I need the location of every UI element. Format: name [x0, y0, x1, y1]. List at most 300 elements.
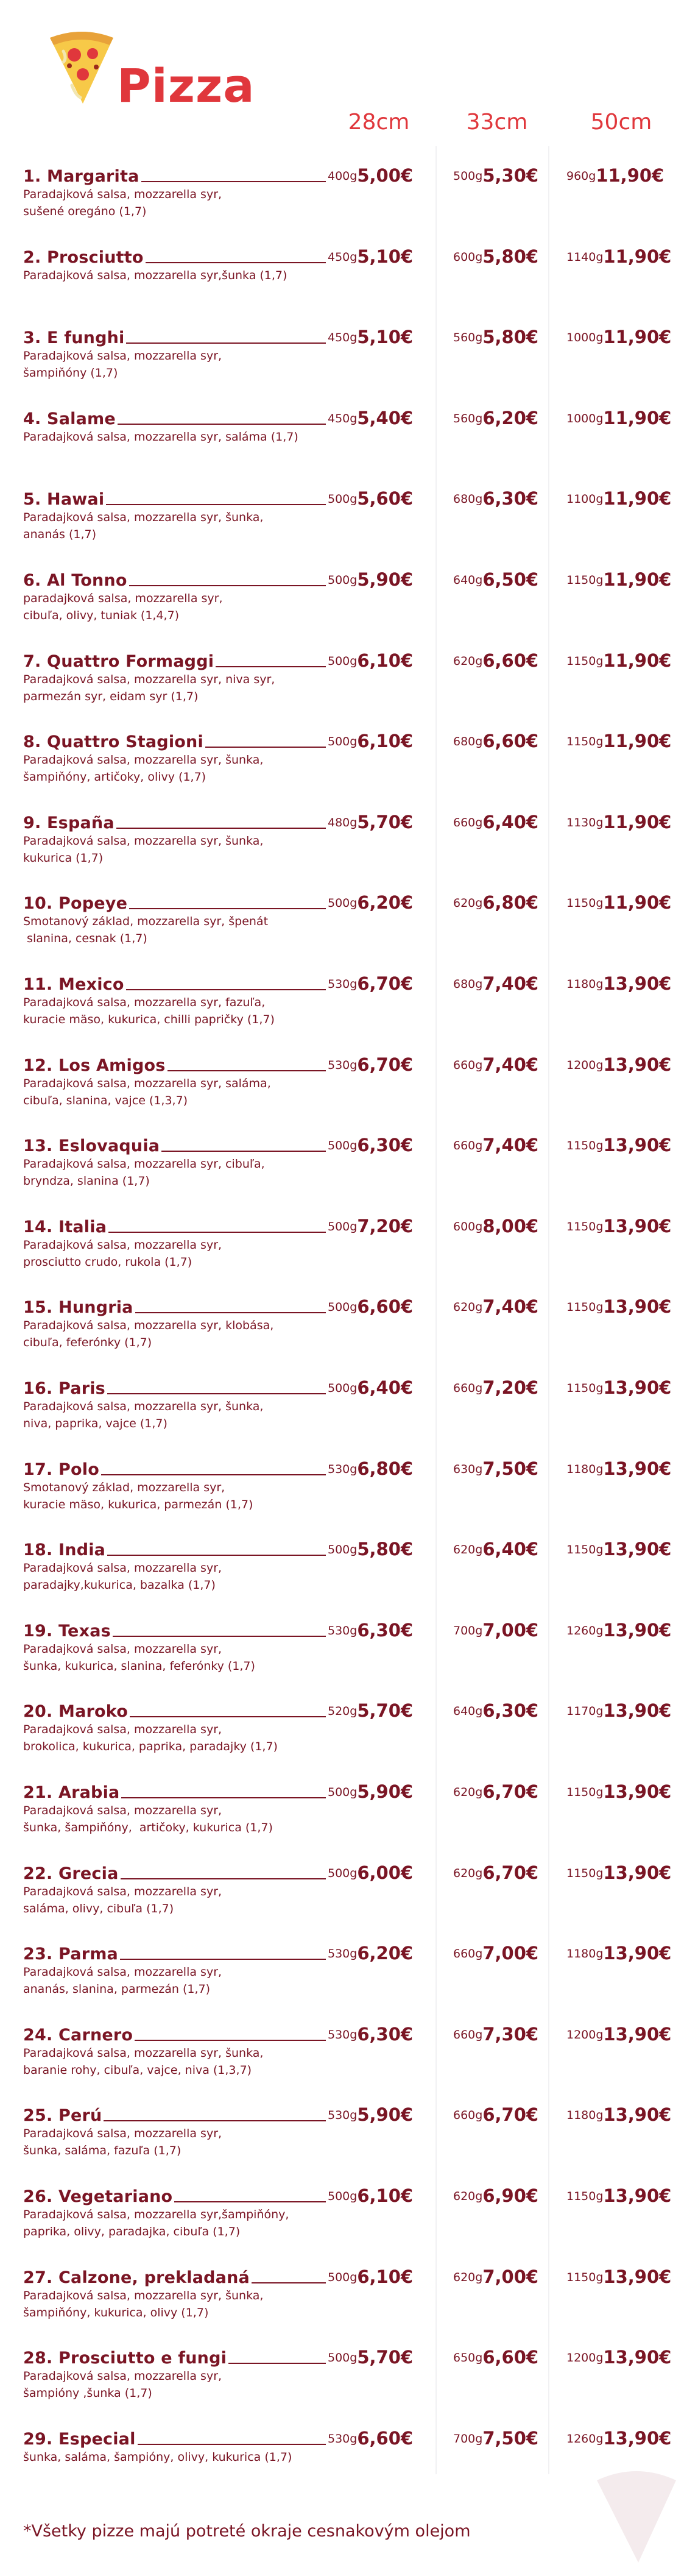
item-weight: 480g	[328, 816, 358, 829]
item-name-row	[23, 243, 326, 267]
item-leader-line	[126, 989, 326, 990]
item-description	[23, 509, 316, 543]
item-description-line: Paradajková salsa, mozzarella syr, šunka,	[23, 753, 264, 767]
item-price: 13,90€	[603, 2104, 672, 2125]
item-price: 13,90€	[603, 1862, 672, 1883]
item-name-row	[23, 566, 326, 590]
item-price: 5,90€	[357, 1781, 414, 1802]
item-weight: 500g	[453, 169, 483, 183]
menu-item	[23, 727, 687, 800]
price-50cm	[566, 161, 664, 186]
item-price: 5,10€	[357, 327, 414, 347]
item-description-line: cibuľa, olivy, tuniak (1,4,7)	[23, 609, 180, 622]
menu-item	[23, 2101, 687, 2174]
item-description-line: Paradajková salsa, mozzarella syr,šunka (1,7)	[23, 269, 287, 282]
item-price: 6,30€	[482, 1700, 539, 1721]
item-weight: 530g	[328, 1059, 358, 1072]
item-description-line: Paradajková salsa, mozzarella syr, šunka,	[23, 1400, 264, 1413]
item-price: 7,00€	[482, 2266, 539, 2287]
price-50cm	[566, 889, 671, 913]
price-33cm	[453, 2263, 538, 2287]
item-leader-line	[120, 1959, 326, 1960]
menu-item	[23, 2263, 687, 2336]
item-price: 11,90€	[603, 327, 672, 347]
item-weight: 660g	[453, 1139, 483, 1152]
item-weight: 1100g	[566, 492, 604, 506]
item-price: 6,10€	[357, 731, 414, 751]
item-price: 7,00€	[482, 1943, 539, 1964]
item-description	[23, 1721, 316, 1755]
item-weight: 500g	[328, 1786, 358, 1799]
item-price: 13,90€	[603, 1458, 672, 1479]
item-description-line: Paradajková salsa, mozzarella syr,	[23, 1885, 222, 1898]
item-price: 6,50€	[482, 569, 539, 590]
item-description-line: paradajková salsa, mozzarella syr,	[23, 592, 223, 605]
item-weight: 450g	[328, 331, 358, 344]
item-price: 6,80€	[482, 892, 539, 913]
item-weight: 620g	[453, 655, 483, 668]
price-28cm	[328, 1616, 413, 1641]
price-33cm	[453, 161, 538, 186]
price-50cm	[566, 2343, 671, 2368]
item-weight: 620g	[453, 1867, 483, 1880]
item-price: 6,10€	[357, 2266, 414, 2287]
item-price: 6,00€	[357, 1862, 414, 1883]
price-50cm	[566, 808, 671, 832]
item-price: 7,20€	[357, 1216, 414, 1237]
price-50cm	[566, 323, 671, 347]
item-name: 20. Maroko	[23, 1702, 128, 1721]
item-weight: 530g	[328, 1624, 358, 1637]
item-description-line: prosciutto crudo, rukola (1,7)	[23, 1255, 192, 1269]
item-price: 5,60€	[357, 488, 414, 509]
item-description	[23, 2368, 316, 2402]
price-33cm	[453, 404, 538, 428]
item-price: 6,70€	[357, 973, 414, 994]
item-name: 17. Polo	[23, 1460, 99, 1479]
item-description	[23, 1883, 316, 1917]
item-description	[23, 2287, 316, 2321]
item-description-line: Paradajková salsa, mozzarella syr,	[23, 2369, 222, 2383]
price-28cm	[328, 1535, 413, 1559]
price-50cm	[566, 1939, 671, 1964]
item-weight: 620g	[453, 1543, 483, 1556]
item-weight: 500g	[328, 1220, 358, 1233]
item-price: 6,40€	[482, 1539, 539, 1559]
price-50cm	[566, 243, 671, 267]
item-name: 7. Quattro Formaggi	[23, 652, 214, 671]
price-33cm	[453, 2424, 538, 2449]
item-price: 7,40€	[482, 1135, 539, 1155]
item-price: 13,90€	[603, 1943, 672, 1964]
item-leader-line	[135, 1312, 326, 1313]
item-price: 6,60€	[482, 731, 539, 751]
item-description-line: baranie rohy, cibuľa, vajce, niva (1,3,7)	[23, 2063, 252, 2077]
item-leader-line	[121, 1878, 326, 1879]
item-description-line: Paradajková salsa, mozzarella syr,	[23, 2127, 222, 2140]
item-weight: 1150g	[566, 2271, 604, 2284]
price-33cm	[453, 1778, 538, 1802]
item-description-line: Paradajková salsa, mozzarella syr, šunka,	[23, 2046, 264, 2060]
item-description	[23, 347, 316, 381]
item-price: 5,90€	[357, 569, 414, 590]
price-33cm	[453, 1697, 538, 1721]
price-50cm	[566, 1293, 671, 1317]
item-weight: 1150g	[566, 896, 604, 910]
item-price: 6,30€	[357, 1620, 414, 1641]
item-weight: 1200g	[566, 2028, 604, 2042]
item-price: 13,90€	[603, 2347, 672, 2368]
item-description-line: Paradajková salsa, mozzarella syr, niva syr,	[23, 673, 275, 686]
price-33cm	[453, 1939, 538, 1964]
item-price: 8,00€	[482, 1216, 539, 1237]
menu-item	[23, 1859, 687, 1932]
item-name-row	[23, 2343, 326, 2368]
item-price: 5,70€	[357, 2347, 414, 2368]
price-28cm	[328, 2101, 413, 2125]
item-name-row	[23, 970, 326, 994]
item-price: 6,20€	[357, 1943, 414, 1964]
item-description-line: Paradajková salsa, mozzarella syr,	[23, 349, 222, 363]
item-description	[23, 1802, 316, 1836]
item-price: 13,90€	[603, 1620, 672, 1641]
item-leader-line	[135, 2040, 326, 2041]
price-50cm	[566, 566, 671, 590]
item-description-line: kuracie mäso, kukurica, parmezán (1,7)	[23, 1498, 253, 1511]
price-50cm	[566, 2424, 671, 2449]
item-weight: 1200g	[566, 1059, 604, 1072]
item-weight: 1150g	[566, 1382, 604, 1395]
item-weight: 530g	[328, 978, 358, 991]
item-weight: 500g	[328, 1867, 358, 1880]
item-weight: 1130g	[566, 816, 604, 829]
item-description-line: sušené oregáno (1,7)	[23, 205, 147, 218]
item-weight: 1150g	[566, 1220, 604, 1233]
item-leader-line	[107, 1555, 326, 1556]
item-name: 26. Vegetariano	[23, 2187, 173, 2206]
item-description-line: parmezán syr, eidam syr (1,7)	[23, 690, 199, 703]
item-price: 7,20€	[482, 1377, 539, 1398]
item-description-line: šunka, saláma, fazuľa (1,7)	[23, 2144, 182, 2157]
price-33cm	[453, 727, 538, 751]
menu-item	[23, 1939, 687, 2012]
item-name: 28. Prosciutto e fungi	[23, 2349, 227, 2368]
item-name-row	[23, 1455, 326, 1479]
item-name: 12. Los Amigos	[23, 1056, 166, 1075]
item-name-row	[23, 1939, 326, 1964]
item-price: 13,90€	[603, 1054, 672, 1075]
item-description-line: ananás, slanina, parmezán (1,7)	[23, 1982, 211, 1996]
item-price: 6,60€	[357, 1296, 414, 1317]
price-28cm	[328, 1212, 413, 1237]
item-leader-line	[113, 1636, 326, 1637]
item-weight: 500g	[328, 1543, 358, 1556]
item-price: 13,90€	[603, 2024, 672, 2045]
item-name: 9. España	[23, 814, 115, 832]
item-weight: 1150g	[566, 573, 604, 587]
price-33cm	[453, 2020, 538, 2045]
item-weight: 1000g	[566, 412, 604, 425]
item-name: 2. Prosciutto	[23, 248, 144, 267]
item-description-line: Paradajková salsa, mozzarella syr, šunka,	[23, 511, 264, 524]
price-28cm	[328, 404, 413, 428]
item-price: 11,90€	[603, 812, 672, 832]
item-description	[23, 2449, 316, 2466]
menu-item	[23, 1778, 687, 1851]
item-price: 6,60€	[357, 2428, 414, 2449]
item-price: 6,90€	[482, 2185, 539, 2206]
item-weight: 530g	[328, 2432, 358, 2446]
item-description-line: Paradajková salsa, mozzarella syr,	[23, 1642, 222, 1656]
item-description	[23, 2125, 316, 2159]
item-description-line: kukurica (1,7)	[23, 851, 104, 865]
item-name-row	[23, 1212, 326, 1237]
item-description-line: Paradajková salsa, mozzarella syr,	[23, 188, 222, 201]
item-weight: 960g	[566, 169, 596, 183]
item-weight: 1150g	[566, 1786, 604, 1799]
price-33cm	[453, 1859, 538, 1883]
menu-item	[23, 889, 687, 962]
item-price: 7,50€	[482, 2428, 539, 2449]
item-price: 6,70€	[482, 2104, 539, 2125]
item-weight: 500g	[328, 1139, 358, 1152]
item-weight: 1200g	[566, 2351, 604, 2365]
item-price: 7,50€	[482, 1458, 539, 1479]
item-price: 13,90€	[603, 1296, 672, 1317]
item-weight: 500g	[328, 573, 358, 587]
item-name: 23. Parma	[23, 1945, 118, 1964]
size-header-33cm: 33cm	[466, 110, 528, 135]
item-description-line: šampiňóny, artičoky, olivy (1,7)	[23, 770, 206, 784]
item-price: 6,60€	[482, 650, 539, 671]
menu-item	[23, 647, 687, 720]
item-price: 6,10€	[357, 650, 414, 671]
item-name: 27. Calzone, prekladaná	[23, 2268, 250, 2287]
item-name: 25. Perú	[23, 2106, 102, 2125]
price-33cm	[453, 970, 538, 994]
item-leader-line	[118, 424, 326, 425]
price-28cm	[328, 1374, 413, 1398]
item-price: 13,90€	[603, 1700, 672, 1721]
item-price: 7,30€	[482, 2024, 539, 2045]
item-name: 15. Hungria	[23, 1298, 133, 1317]
item-price: 6,10€	[357, 2185, 414, 2206]
item-description-line: Paradajková salsa, mozzarella syr, saláma,	[23, 1077, 271, 1090]
menu-item	[23, 1697, 687, 1770]
item-leader-line	[130, 1716, 326, 1717]
item-weight: 520g	[328, 1705, 358, 1718]
item-leader-line	[174, 2201, 326, 2202]
item-name-row	[23, 808, 326, 832]
item-weight: 1150g	[566, 735, 604, 748]
item-weight: 1150g	[566, 1867, 604, 1880]
item-description-line: Smotanový základ, mozzarella syr,	[23, 1481, 225, 1494]
price-50cm	[566, 1212, 671, 1237]
menu-item	[23, 2343, 687, 2416]
item-leader-line	[106, 504, 326, 505]
item-description-line: saláma, olivy, cibuľa (1,7)	[23, 1902, 174, 1915]
price-28cm	[328, 1778, 413, 1802]
item-weight: 1180g	[566, 978, 604, 991]
menu-item	[23, 404, 687, 477]
item-description	[23, 1964, 316, 1998]
price-33cm	[453, 566, 538, 590]
price-28cm	[328, 2343, 413, 2368]
item-name: 5. Hawai	[23, 490, 105, 509]
item-price: 5,70€	[357, 1700, 414, 1721]
item-price: 5,70€	[357, 812, 414, 832]
item-weight: 620g	[453, 1300, 483, 1314]
menu-item	[23, 566, 687, 639]
item-description	[23, 671, 316, 705]
price-28cm	[328, 2020, 413, 2045]
item-description-line: šunka, kukurica, slanina, feferónky (1,7)	[23, 1659, 255, 1673]
price-28cm	[328, 727, 413, 751]
item-description-line: Paradajková salsa, mozzarella syr,	[23, 1965, 222, 1979]
item-weight: 1180g	[566, 1463, 604, 1476]
menu-header	[45, 27, 277, 113]
item-name-row	[23, 404, 326, 428]
item-price: 6,20€	[482, 408, 539, 428]
item-weight: 660g	[453, 1059, 483, 1072]
size-header-50cm: 50cm	[590, 110, 652, 135]
item-description-line: Paradajková salsa, mozzarella syr,šampiňóny,	[23, 2208, 289, 2221]
item-weight: 500g	[328, 2351, 358, 2365]
price-28cm	[328, 2424, 413, 2449]
price-28cm	[328, 566, 413, 590]
price-33cm	[453, 323, 538, 347]
item-description	[23, 994, 316, 1028]
item-leader-line	[116, 828, 326, 829]
price-50cm	[566, 1374, 671, 1398]
menu-item	[23, 1131, 687, 1204]
price-50cm	[566, 647, 671, 671]
item-weight: 530g	[328, 2109, 358, 2122]
item-description-line: bryndza, slanina (1,7)	[23, 1174, 150, 1188]
item-price: 11,90€	[603, 488, 672, 509]
item-price: 13,90€	[603, 2185, 672, 2206]
item-weight: 1260g	[566, 2432, 604, 2446]
price-50cm	[566, 1455, 671, 1479]
item-price: 7,40€	[482, 1054, 539, 1075]
item-weight: 660g	[453, 1382, 483, 1395]
item-price: 6,70€	[482, 1781, 539, 1802]
price-50cm	[566, 2101, 671, 2125]
item-leader-line	[228, 2363, 326, 2364]
item-weight: 700g	[453, 2432, 483, 2446]
item-name: 8. Quattro Stagioni	[23, 733, 203, 751]
item-name: 11. Mexico	[23, 975, 124, 994]
item-weight: 530g	[328, 2028, 358, 2042]
item-price: 5,10€	[357, 246, 414, 267]
item-description-line: ananás (1,7)	[23, 528, 96, 541]
price-33cm	[453, 1535, 538, 1559]
item-description-line: Paradajková salsa, mozzarella syr,	[23, 1238, 222, 1252]
item-name-row	[23, 1293, 326, 1317]
item-weight: 1260g	[566, 1624, 604, 1637]
price-33cm	[453, 1293, 538, 1317]
price-33cm	[453, 1051, 538, 1075]
item-description	[23, 2045, 316, 2079]
menu-item	[23, 1293, 687, 1366]
item-name: 6. Al Tonno	[23, 571, 127, 590]
item-leader-line	[146, 262, 326, 263]
item-price: 13,90€	[603, 1539, 672, 1559]
price-28cm	[328, 161, 413, 186]
item-price: 6,30€	[482, 488, 539, 509]
item-price: 5,80€	[357, 1539, 414, 1559]
price-33cm	[453, 1131, 538, 1155]
item-description-line: Paradajková salsa, mozzarella syr, šunka,	[23, 834, 264, 848]
item-name-row	[23, 1131, 326, 1155]
item-weight: 1150g	[566, 1543, 604, 1556]
item-weight: 1000g	[566, 331, 604, 344]
item-description-line: Paradajková salsa, mozzarella syr, fazuľa,	[23, 996, 266, 1009]
item-weight: 560g	[453, 412, 483, 425]
item-description-line: slanina, cesnak (1,7)	[23, 932, 147, 945]
item-weight: 660g	[453, 2109, 483, 2122]
item-price: 11,90€	[603, 892, 672, 913]
item-leader-line	[167, 1070, 326, 1071]
price-33cm	[453, 2101, 538, 2125]
price-33cm	[453, 243, 538, 267]
menu-item	[23, 1455, 687, 1528]
item-weight: 680g	[453, 492, 483, 506]
item-leader-line	[101, 1474, 326, 1475]
item-name: 4. Salame	[23, 410, 116, 428]
footnote: *Všetky pizze majú potreté okraje cesnakovým olejom	[23, 2522, 471, 2541]
item-weight: 1150g	[566, 655, 604, 668]
item-name: 16. Paris	[23, 1379, 105, 1398]
price-28cm	[328, 1859, 413, 1883]
price-28cm	[328, 484, 413, 509]
price-50cm	[566, 727, 671, 751]
item-name: 10. Popeye	[23, 894, 128, 913]
item-name-row	[23, 2101, 326, 2125]
item-description	[23, 1075, 316, 1109]
item-weight: 500g	[328, 655, 358, 668]
price-50cm	[566, 1535, 671, 1559]
price-50cm	[566, 1131, 671, 1155]
item-description	[23, 751, 316, 786]
item-price: 13,90€	[603, 973, 672, 994]
item-description-line: Paradajková salsa, mozzarella syr,	[23, 1561, 222, 1575]
item-price: 11,90€	[603, 569, 672, 590]
item-description-line: cibuľa, slanina, vajce (1,3,7)	[23, 1094, 188, 1107]
price-33cm	[453, 2343, 538, 2368]
item-weight: 400g	[328, 169, 358, 183]
item-name: 14. Italia	[23, 1218, 107, 1237]
item-description-line: šampiňóny (1,7)	[23, 366, 118, 380]
item-weight: 640g	[453, 573, 483, 587]
item-weight: 500g	[328, 896, 358, 910]
item-leader-line	[108, 1232, 326, 1233]
item-description-line: paradajky,kukurica, bazalka (1,7)	[23, 1578, 216, 1592]
item-price: 7,40€	[482, 973, 539, 994]
item-description	[23, 1641, 316, 1675]
price-28cm	[328, 1939, 413, 1964]
item-description-line: paprika, olivy, paradajka, cibuľa (1,7)	[23, 2225, 241, 2238]
item-leader-line	[252, 2282, 326, 2283]
item-leader-line	[129, 908, 326, 909]
item-description-line: Paradajková salsa, mozzarella syr, cibuľa,	[23, 1157, 265, 1171]
item-weight: 700g	[453, 1624, 483, 1637]
price-33cm	[453, 484, 538, 509]
price-28cm	[328, 2182, 413, 2206]
price-28cm	[328, 1131, 413, 1155]
price-33cm	[453, 647, 538, 671]
price-28cm	[328, 808, 413, 832]
